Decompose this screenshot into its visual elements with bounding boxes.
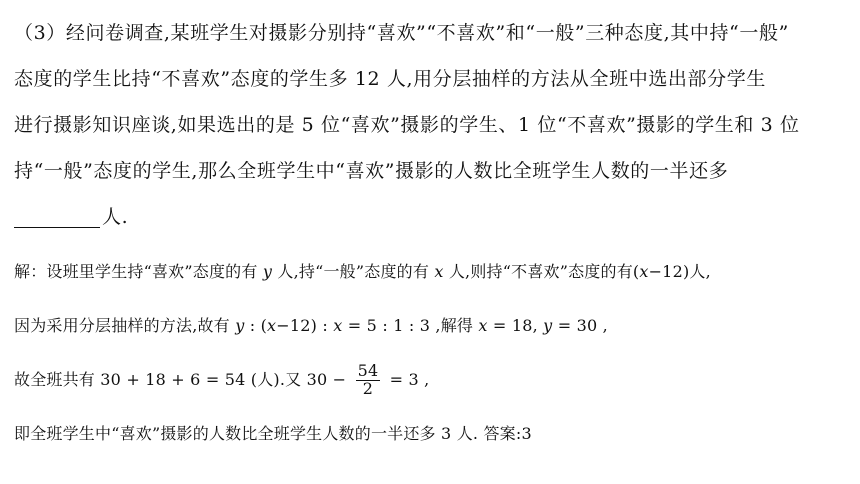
solution-line-2	[14, 318, 608, 334]
math-variable: y	[235, 316, 245, 335]
solution-text: 人,则持“不喜欢”态度的有(	[443, 262, 640, 281]
solution-text: 解：设班里学生持“喜欢”态度的有	[14, 262, 263, 281]
fraction-numerator: 54	[357, 361, 379, 380]
solution-line-1	[14, 264, 711, 280]
solution-line-4: 即全班学生中“喜欢”摄影的人数比全班学生人数的一半还多 3 人. 答案:3	[14, 424, 532, 443]
math-variable: y	[262, 262, 273, 281]
question-line-2: 态度的学生比持“不喜欢”态度的学生多 12 人,用分层抽样的方法从全班中选出部分学生	[14, 68, 766, 90]
solution-text: = 3 ,	[384, 369, 430, 389]
question-line-5-tail: 人.	[102, 206, 129, 228]
solution-text: −12)人,	[648, 262, 711, 281]
fraction-denominator: 2	[356, 380, 381, 398]
solution-text: = 18,	[487, 316, 544, 335]
answer-blank	[14, 208, 100, 228]
solution-text: 人,持“一般”态度的有	[272, 262, 435, 281]
math-variable: x	[434, 262, 444, 281]
solution-text: : (	[244, 316, 268, 335]
question-line-5	[14, 208, 128, 228]
question-line-3: 进行摄影知识座谈,如果选出的是 5 位“喜欢”摄影的学生、1 位“不喜欢”摄影的学生和 3 位	[14, 114, 800, 136]
fraction	[356, 363, 381, 398]
solution-text: 因为采用分层抽样的方法,故有	[14, 316, 236, 335]
math-variable: x	[478, 316, 488, 335]
math-variable: y	[543, 316, 553, 335]
question-line-4: 持“一般”态度的学生,那么全班学生中“喜欢”摄影的人数比全班学生人数的一半还多	[14, 160, 729, 182]
question-line-1: （3）经问卷调查,某班学生对摄影分别持“喜欢”“不喜欢”和“一般”三种态度,其中持“一般”	[14, 22, 789, 44]
math-variable: x	[639, 262, 649, 281]
math-variable: x	[267, 316, 277, 335]
math-variable: x	[333, 316, 343, 335]
solution-text: = 30 ,	[552, 316, 608, 335]
solution-text: = 5 : 1 : 3 ,解得	[342, 316, 479, 335]
solution-text: 故全班共有 30 + 18 + 6 = 54 (人).又 30 −	[14, 369, 352, 389]
solution-line-3	[14, 363, 429, 398]
solution-text: −12) :	[276, 316, 334, 335]
